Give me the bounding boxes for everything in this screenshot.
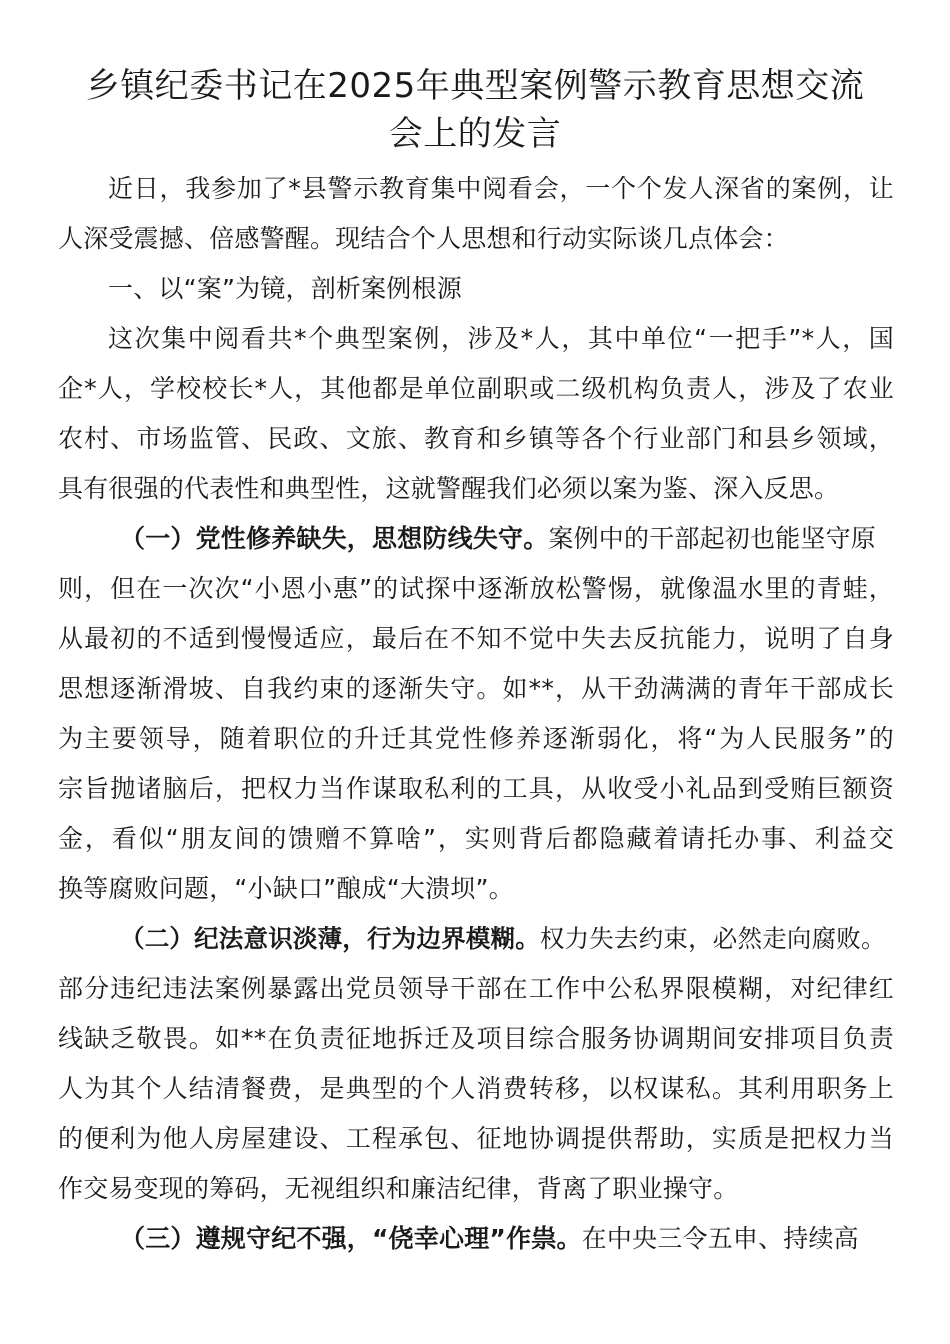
paragraph-line: 部分违纪违法案例暴露出党员领导干部在工作中公私界限模糊，对纪律红: [58, 974, 894, 1003]
title-line-1: 乡镇纪委书记在2025年典型案例警示教育思想交流: [85, 66, 865, 106]
paragraph-line: 企*人，学校校长*人，其他都是单位副职或二级机构负责人，涉及了农业: [58, 374, 894, 403]
paragraph-text: 案例中的干部起初也能坚守原: [548, 524, 877, 553]
paragraph-line: 人深受震撼、倍感警醒。现结合个人思想和行动实际谈几点体会：: [58, 224, 789, 253]
section-heading: 一、以“案”为镜，剖析案例根源: [108, 274, 462, 303]
paragraph-line: 近日，我参加了*县警示教育集中阅看会，一个个发人深省的案例，让: [108, 174, 894, 203]
document-title: [40, 62, 910, 158]
paragraph-line: 为主要领导，随着职位的升迁其党性修养逐渐弱化，将“为人民服务”的: [58, 724, 894, 753]
paragraph-line: 的便利为他人房屋建设、工程承包、征地协调提供帮助，实质是把权力当: [58, 1124, 894, 1153]
paragraph-line: 人为其个人结清餐费，是典型的个人消费转移，以权谋私。其利用职务上: [58, 1074, 894, 1103]
paragraph-line: 换等腐败问题，“小缺口”酿成“大溃坝”。: [58, 874, 514, 903]
title-line-2: 会上的发言: [388, 114, 562, 154]
paragraph-line: 这次集中阅看共*个典型案例，涉及*人，其中单位“一把手”*人，国: [108, 324, 894, 353]
paragraph-line: 从最初的不适到慢慢适应，最后在不知不觉中失去反抗能力，说明了自身: [58, 624, 894, 653]
paragraph-line: 农村、市场监管、民政、文旅、教育和乡镇等各个行业部门和县乡领域，: [58, 424, 894, 453]
paragraph-line: 具有很强的代表性和典型性，这就警醒我们必须以案为鉴、深入反思。: [58, 474, 840, 503]
paragraph-line: [120, 922, 894, 956]
paragraph-text: 权力失去约束，必然走向腐败。: [539, 924, 886, 953]
paragraph-line: 金，看似“朋友间的馈赠不算啥”，实则背后都隐藏着请托办事、利益交: [58, 824, 894, 853]
paragraph-line: 思想逐渐滑坡、自我约束的逐渐失守。如**，从干劲满满的青年干部成长: [58, 674, 894, 703]
paragraph-line: 则，但在一次次“小恩小惠”的试探中逐渐放松警惕，就像温水里的青蛙，: [58, 574, 894, 603]
subsection-heading-1: （一）党性修养缺失，思想防线失守。: [120, 524, 549, 553]
paragraph-text: 在中央三令五申、持续高: [581, 1224, 859, 1253]
paragraph-line: 线缺乏敬畏。如**在负责征地拆迁及项目综合服务协调期间安排项目负责: [58, 1024, 894, 1053]
paragraph-line: [120, 1222, 894, 1256]
paragraph-line: 宗旨抛诸脑后，把权力当作谋取私利的工具，从收受小礼品到受贿巨额资: [58, 774, 894, 803]
paragraph-line: 作交易变现的筹码，无视组织和廉洁纪律，背离了职业操守。: [58, 1174, 739, 1203]
subsection-heading-2: （二）纪法意识淡薄，行为边界模糊。: [120, 924, 540, 953]
subsection-heading-3: （三）遵规守纪不强，“侥幸心理”作祟。: [120, 1224, 582, 1253]
paragraph-line: [120, 522, 894, 556]
